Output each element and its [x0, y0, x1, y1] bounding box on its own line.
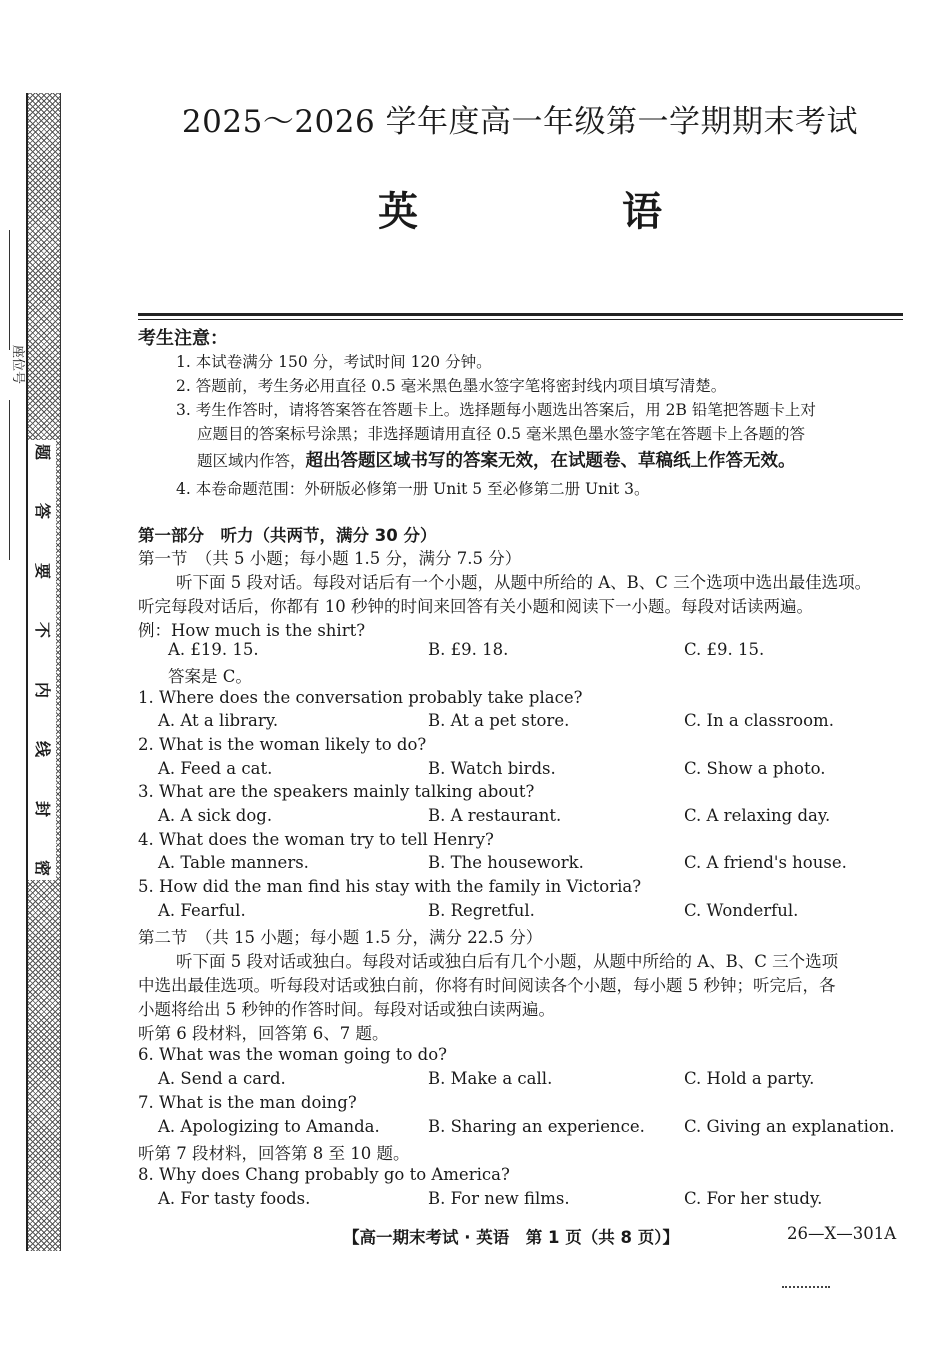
notice-emphasis: 超出答题区域书写的答案无效，在试题卷、草稿纸上作答无效。	[305, 451, 796, 471]
option-c[interactable]: C. Wonderful.	[684, 901, 799, 920]
option-b[interactable]: B. Sharing an experience.	[428, 1117, 645, 1136]
seal-char: 不	[32, 622, 52, 639]
subject-title: 英 语	[378, 189, 757, 235]
seal-warning	[28, 440, 56, 880]
seal-cut-line-bottom	[9, 400, 10, 560]
seal-char: 题	[32, 443, 52, 461]
option-b[interactable]: B. The housework.	[428, 853, 584, 872]
option-a[interactable]: A. Apologizing to Amanda.	[158, 1117, 380, 1136]
option-a[interactable]: A. For tasty foods.	[158, 1189, 311, 1208]
option-b[interactable]: B. Make a call.	[428, 1069, 553, 1088]
section2-heading: 第二节 （共 15 小题；每小题 1.5 分，满分 22.5 分）	[138, 928, 543, 947]
option-c[interactable]: C. Show a photo.	[684, 759, 826, 778]
example-answer: 答案是 C。	[168, 667, 252, 686]
seal-char: 线	[32, 741, 52, 758]
section1-heading: 第一节 （共 5 小题；每小题 1.5 分，满分 7.5 分）	[138, 549, 522, 568]
example-question: 例：How much is the shirt?	[138, 621, 366, 640]
seal-char: 封	[32, 800, 52, 817]
exam-title: 2025～2026 学年度高一年级第一学期期末考试	[181, 104, 859, 140]
section2-instruction-2: 中选出最佳选项。听每段对话或独白前，你将有时间阅读各个小题，每小题 5 秒钟；听完后，各	[138, 976, 836, 995]
page-mark	[782, 1280, 830, 1288]
material-6-heading: 听第 6 段材料，回答第 6、7 题。	[138, 1024, 389, 1043]
seal-char: 密	[32, 859, 52, 876]
header-rule	[138, 313, 903, 316]
question-stem: 7. What is the man doing?	[138, 1093, 357, 1112]
question-stem: 4. What does the woman try to tell Henry?	[138, 830, 494, 849]
option-c[interactable]: C. In a classroom.	[684, 711, 834, 730]
question-stem: 6. What was the woman going to do?	[138, 1045, 447, 1064]
seal-char: 答	[32, 503, 52, 520]
footer-page-info: 【高一期末考试 · 英语 第 1 页（共 8 页）】	[343, 1228, 679, 1247]
question-stem: 3. What are the speakers mainly talking about?	[138, 782, 535, 801]
example-option-b: B. £9. 18.	[428, 640, 509, 659]
option-c[interactable]: C. A friend's house.	[684, 853, 847, 872]
material-7-heading: 听第 7 段材料，回答第 8 至 10 题。	[138, 1144, 410, 1163]
notice-item-3-text: 题区域内作答，	[197, 452, 306, 470]
notice-item-3-line2: 应题目的答案标号涂黑；非选择题请用直径 0.5 毫米黑色墨水签字笔在答题卡上各题的答	[197, 425, 806, 443]
seal-cut-line-top	[9, 230, 10, 350]
header-rule-thin	[138, 319, 903, 320]
option-c[interactable]: C. Giving an explanation.	[684, 1117, 895, 1136]
option-b[interactable]: B. Watch birds.	[428, 759, 556, 778]
question-stem: 5. How did the man find his stay with the family in Victoria?	[138, 877, 642, 896]
option-b[interactable]: B. Regretful.	[428, 901, 535, 920]
option-b[interactable]: B. For new films.	[428, 1189, 570, 1208]
seal-side-label: 座位号	[10, 344, 26, 385]
option-a[interactable]: A. A sick dog.	[158, 806, 273, 825]
example-option-c: C. £9. 15.	[684, 640, 765, 659]
section2-instruction-3: 小题将给出 5 秒钟的作答时间。每段对话或独白读两遍。	[138, 1000, 555, 1019]
part1-heading: 第一部分 听力（共两节，满分 30 分）	[138, 526, 437, 545]
option-c[interactable]: C. For her study.	[684, 1189, 823, 1208]
notice-item-4: 4. 本卷命题范围：外研版必修第一册 Unit 5 至必修第二册 Unit 3。	[176, 480, 650, 498]
option-c[interactable]: C. A relaxing day.	[684, 806, 831, 825]
notice-heading: 考生注意：	[138, 328, 228, 349]
footer-code: 26—X—301A	[787, 1224, 897, 1243]
notice-item-3-line3	[197, 447, 796, 472]
option-a[interactable]: A. Send a card.	[158, 1069, 286, 1088]
example-option-a: A. £19. 15.	[168, 640, 259, 659]
section1-instruction-2: 听完每段对话后，你都有 10 秒钟的时间来回答有关小题和阅读下一小题。每段对话读两遍。	[138, 597, 813, 616]
notice-item-2: 2. 答题前，考生务必用直径 0.5 毫米黑色墨水签字笔将密封线内项目填写清楚。	[176, 377, 727, 395]
option-a[interactable]: A. Table manners.	[158, 853, 309, 872]
option-a[interactable]: A. Fearful.	[158, 901, 246, 920]
section2-instruction: 听下面 5 段对话或独白。每段对话或独白后有几个小题，从题中所给的 A、B、C 三个选项	[176, 952, 839, 971]
section1-instruction: 听下面 5 段对话。每段对话后有一个小题，从题中所给的 A、B、C 三个选项中选出最佳选项。	[176, 573, 872, 592]
option-b[interactable]: B. A restaurant.	[428, 806, 562, 825]
option-c[interactable]: C. Hold a party.	[684, 1069, 815, 1088]
option-a[interactable]: A. Feed a cat.	[158, 759, 273, 778]
question-stem: 1. Where does the conversation probably take place?	[138, 688, 583, 707]
notice-item-3: 3. 考生作答时，请将答案答在答题卡上。选择题每小题选出答案后，用 2B 铅笔把答题卡上对	[176, 401, 816, 419]
option-b[interactable]: B. At a pet store.	[428, 711, 570, 730]
seal-char: 内	[32, 681, 52, 698]
seal-char: 要	[32, 562, 52, 579]
option-a[interactable]: A. At a library.	[158, 711, 279, 730]
question-stem: 2. What is the woman likely to do?	[138, 735, 427, 754]
notice-item-1: 1. 本试卷满分 150 分，考试时间 120 分钟。	[176, 353, 492, 371]
question-stem: 8. Why does Chang probably go to America?	[138, 1165, 510, 1184]
